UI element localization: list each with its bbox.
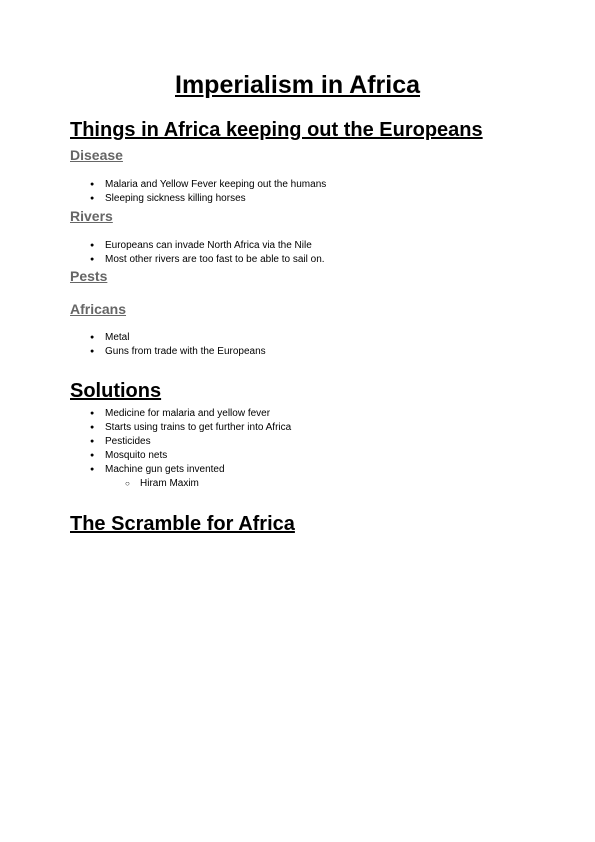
disease-list [90,178,326,206]
subheading-rivers: Rivers [70,208,113,224]
list-item: ● Pesticides [90,435,291,449]
list-item: ● Sleeping sickness killing horses [90,192,326,206]
sub-list-item: ○ Hiram Maxim [125,477,291,491]
list-item: ● Most other rivers are too fast to be able to sail on. [90,253,325,267]
subheading-disease: Disease [70,147,123,163]
list-item: ● Malaria and Yellow Fever keeping out the humans [90,178,326,192]
section-heading-solutions: Solutions [70,380,162,402]
subheading-pests: Pests [70,268,108,284]
solutions-list [90,407,291,491]
list-item: ● Medicine for malaria and yellow fever [90,407,291,421]
list-item-text: Machine gun gets invented [105,464,225,475]
document-title: Imperialism in Africa [175,71,420,99]
list-item: ● Starts using trains to get further into Africa [90,421,291,435]
list-item: ● Guns from trade with the Europeans [90,345,266,359]
section-heading-scramble: The Scramble for Africa [70,513,295,535]
africans-list [90,331,266,359]
section-heading-obstacles: Things in Africa keeping out the Europeans [70,119,483,141]
rivers-list [90,239,325,267]
list-item: ● Europeans can invade North Africa via the Nile [90,239,325,253]
subheading-africans: Africans [70,301,127,317]
list-item [90,463,291,491]
list-item: ● Mosquito nets [90,449,291,463]
solutions-sublist [105,477,291,491]
list-item: ● Metal [90,331,266,345]
